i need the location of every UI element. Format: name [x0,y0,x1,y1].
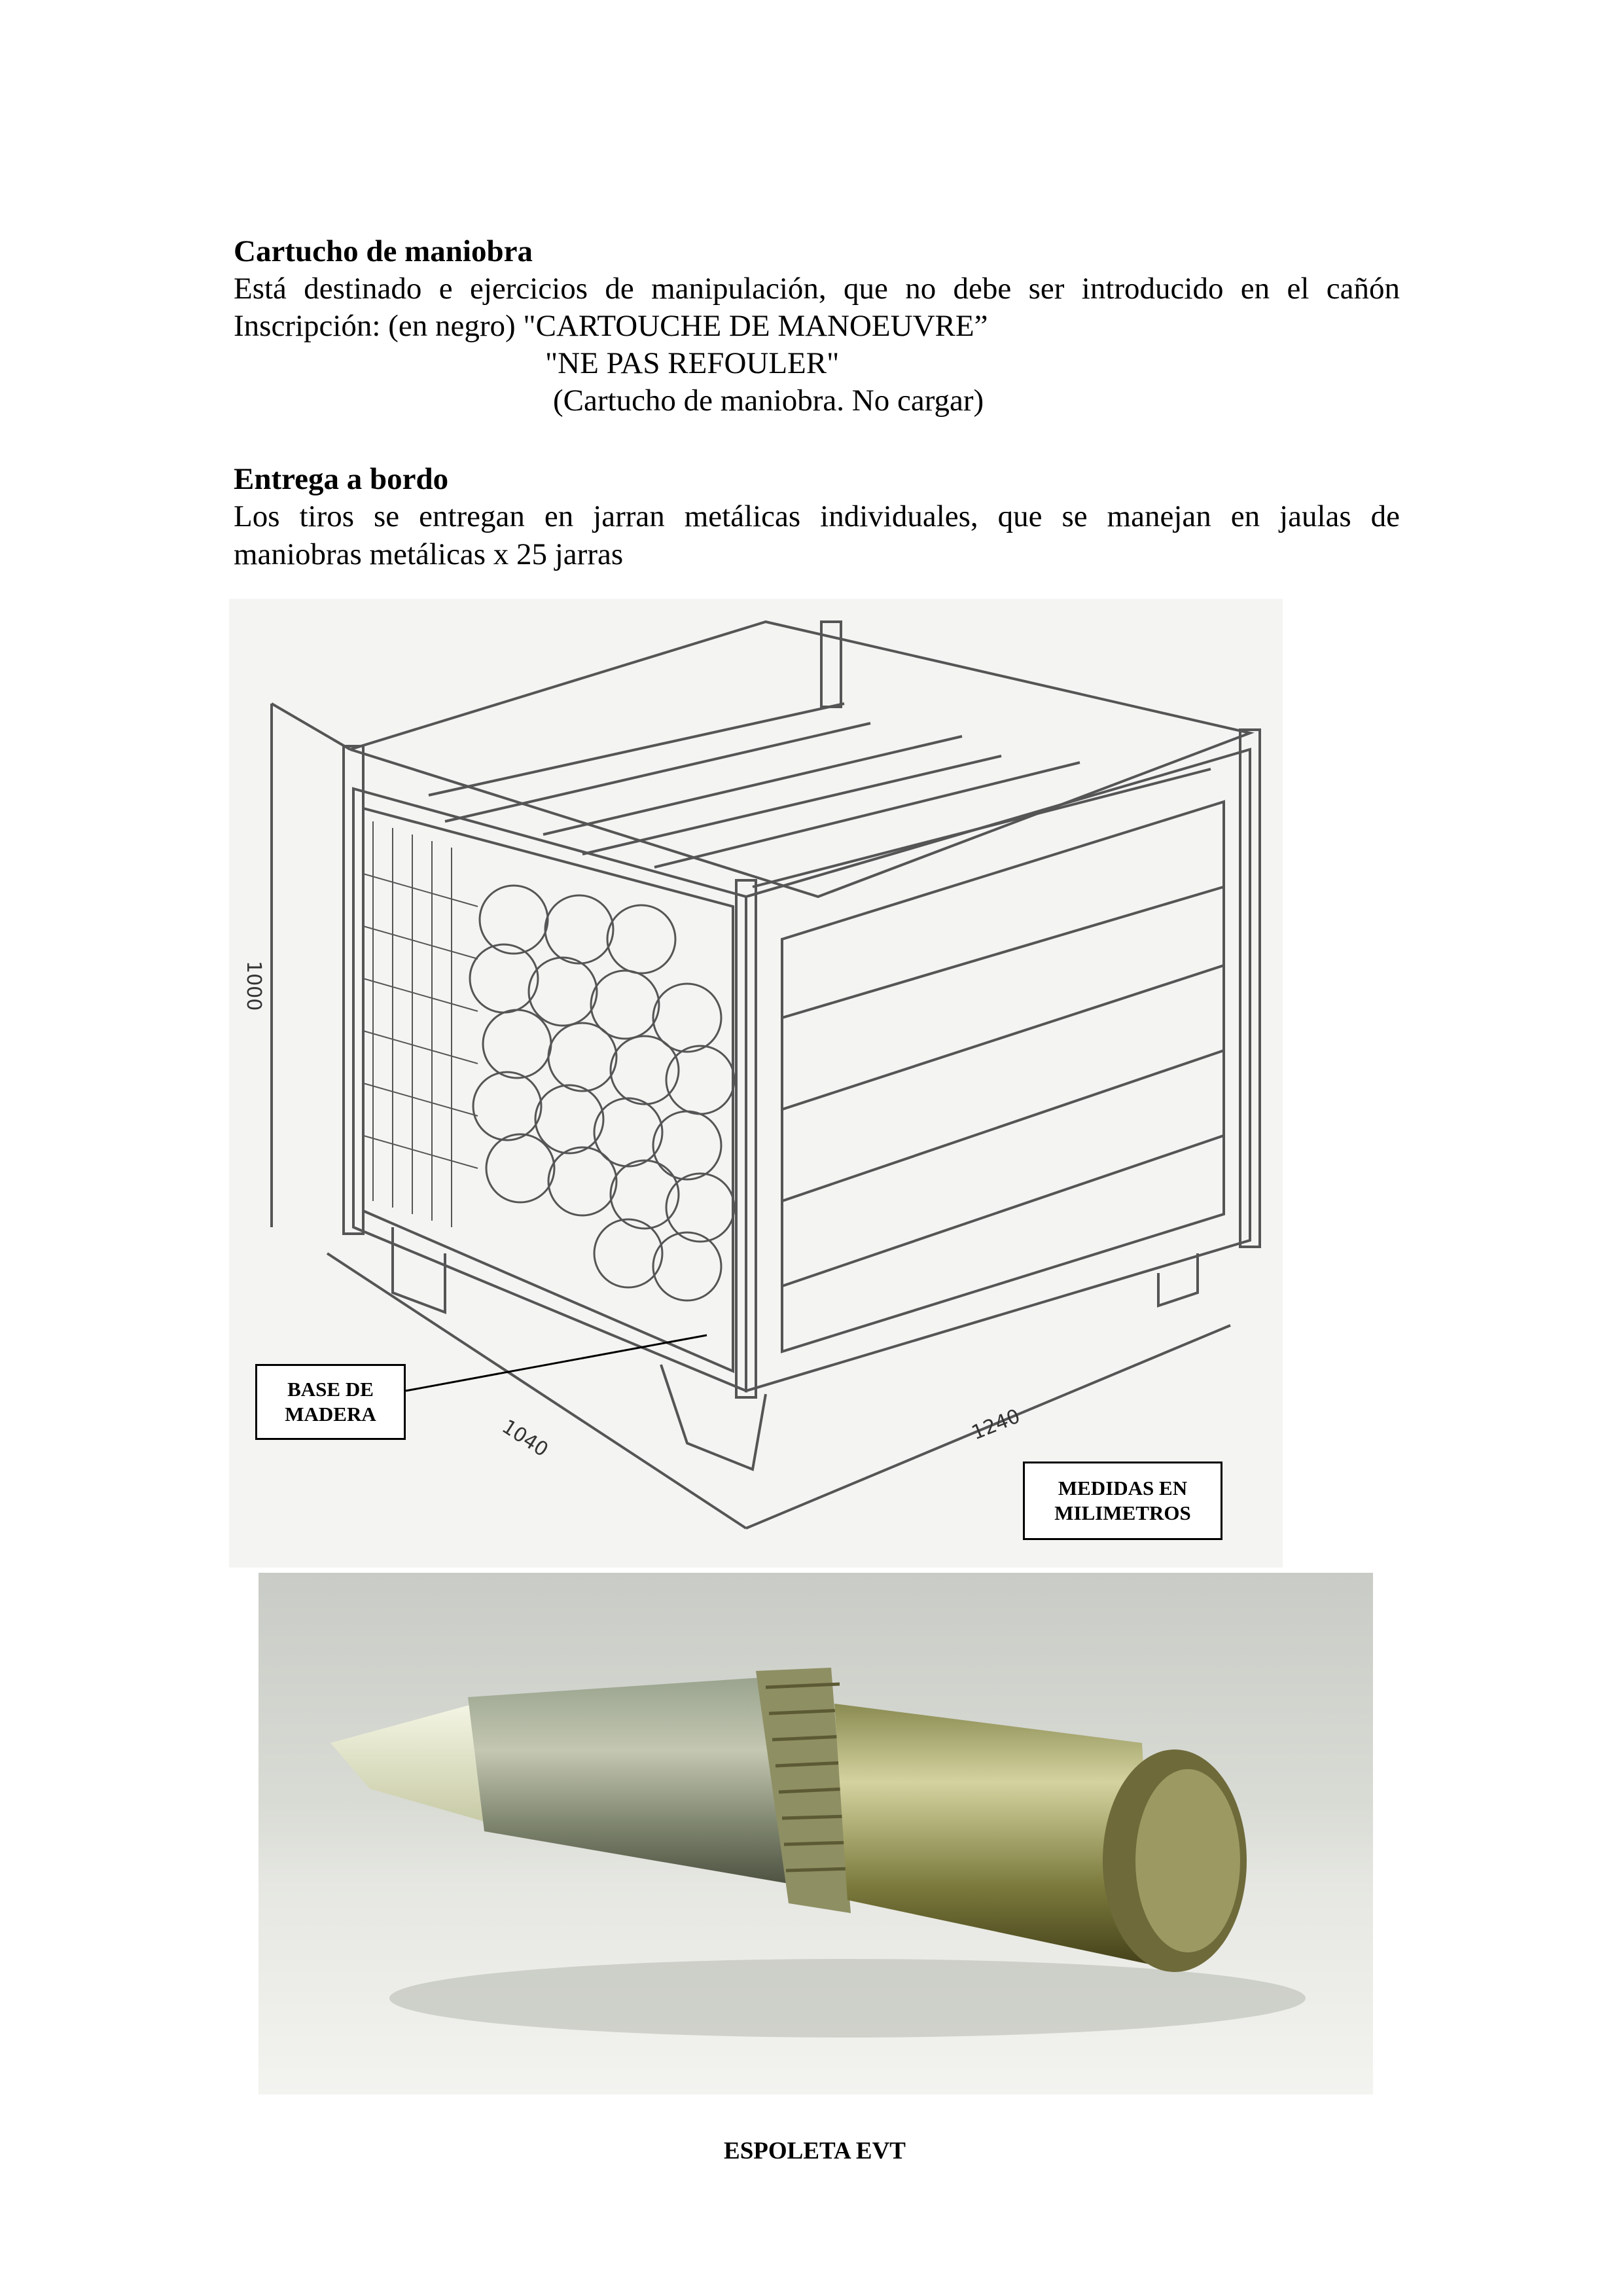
inscription-line: (Cartucho de maniobra. No cargar) [553,384,984,418]
fuze-photo [259,1573,1373,2094]
label-medidas [1023,1462,1222,1540]
label-base-madera [255,1364,406,1440]
paragraph-line: maniobras metálicas x 25 jarras [234,537,624,571]
dimension-width: 1240 [968,1405,1024,1445]
paragraph-line: Está destinado e ejercicios de manipulación, que no debe ser introducido en el cañón [234,272,1400,306]
label-medidas-line: MILIMETROS [1054,1501,1191,1524]
inscription-line: "NE PAS REFOULER" [545,346,840,380]
label-medidas-line: MEDIDAS EN [1058,1477,1188,1499]
inscription-line: Inscripción: (en negro) "CARTOUCHE DE MANOEUVRE” [234,309,988,343]
fuze-caption: ESPOLETA EVT [724,2138,906,2164]
label-base-line: MADERA [285,1403,376,1426]
heading-cartucho: Cartucho de maniobra [234,234,533,268]
dimension-depth: 1040 [497,1415,552,1462]
paragraph-line: Los tiros se entregan en jarran metálicas individuales, que se manejan en jaulas de [234,499,1400,533]
heading-entrega: Entrega a bordo [234,462,449,496]
fuze-illustration [259,1573,1373,2094]
label-base-line: BASE DE [287,1378,374,1401]
dimension-height: 1000 [242,961,265,1011]
